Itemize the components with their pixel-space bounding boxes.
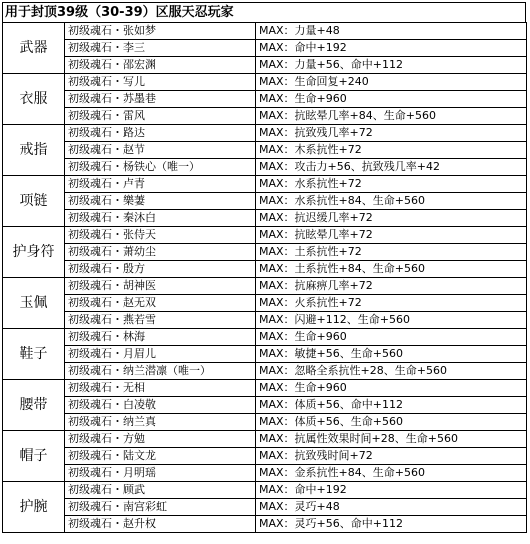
item-cell[interactable]: 初级魂石・赵节 bbox=[65, 142, 256, 159]
table-row bbox=[3, 516, 527, 533]
table-row bbox=[3, 482, 527, 499]
category-cell[interactable]: 戒指 bbox=[3, 125, 65, 176]
table-row bbox=[3, 244, 527, 261]
item-cell[interactable]: 初级魂石・月明瑶 bbox=[65, 465, 256, 482]
stat-cell[interactable]: MAX：生命回复+240 bbox=[256, 74, 527, 91]
table-row bbox=[3, 312, 527, 329]
item-cell[interactable]: 初级魂石・雷风 bbox=[65, 108, 256, 125]
item-cell[interactable]: 初级魂石・纳兰真 bbox=[65, 414, 256, 431]
category-cell[interactable]: 护腕 bbox=[3, 482, 65, 533]
item-cell[interactable]: 初级魂石・邵宏渊 bbox=[65, 57, 256, 74]
table-row bbox=[3, 448, 527, 465]
stat-cell[interactable]: MAX：抗麻痹几率+72 bbox=[256, 278, 527, 295]
stat-cell[interactable]: MAX：抗眩晕几率+84、生命+560 bbox=[256, 108, 527, 125]
table-row bbox=[3, 91, 527, 108]
stat-cell[interactable]: MAX：抗致残几率+72 bbox=[256, 125, 527, 142]
item-cell[interactable]: 初级魂石・南宫彩虹 bbox=[65, 499, 256, 516]
item-cell[interactable]: 初级魂石・苏墨巷 bbox=[65, 91, 256, 108]
stat-cell[interactable]: MAX：抗致残时间+72 bbox=[256, 448, 527, 465]
table-row bbox=[3, 176, 527, 193]
table-row bbox=[3, 125, 527, 142]
item-cell[interactable]: 初级魂石・写儿 bbox=[65, 74, 256, 91]
item-cell[interactable]: 初级魂石・林海 bbox=[65, 329, 256, 346]
table-row bbox=[3, 397, 527, 414]
stat-cell[interactable]: MAX：灵巧+48 bbox=[256, 499, 527, 516]
item-cell[interactable]: 初级魂石・胡神医 bbox=[65, 278, 256, 295]
stat-cell[interactable]: MAX：闪避+112、生命+560 bbox=[256, 312, 527, 329]
item-cell[interactable]: 初级魂石・纳兰潜凛（唯一） bbox=[65, 363, 256, 380]
item-cell[interactable]: 初级魂石・燕若雪 bbox=[65, 312, 256, 329]
item-cell[interactable]: 初级魂石・秦沐白 bbox=[65, 210, 256, 227]
item-cell[interactable]: 初级魂石・张如梦 bbox=[65, 23, 256, 40]
stat-cell[interactable]: MAX：抗属性效果时间+28、生命+560 bbox=[256, 431, 527, 448]
stat-cell[interactable]: MAX：水系抗性+72 bbox=[256, 176, 527, 193]
item-cell[interactable]: 初级魂石・白凌敬 bbox=[65, 397, 256, 414]
table-row bbox=[3, 261, 527, 278]
item-cell[interactable]: 初级魂石・月眉儿 bbox=[65, 346, 256, 363]
item-cell[interactable]: 初级魂石・方勉 bbox=[65, 431, 256, 448]
stat-cell[interactable]: MAX：命中+192 bbox=[256, 40, 527, 57]
stat-cell[interactable]: MAX：水系抗性+84、生命+560 bbox=[256, 193, 527, 210]
table-row bbox=[3, 193, 527, 210]
stat-cell[interactable]: MAX：敏捷+56、生命+560 bbox=[256, 346, 527, 363]
table-row bbox=[3, 431, 527, 448]
table-row bbox=[3, 159, 527, 176]
stat-cell[interactable]: MAX：火系抗性+72 bbox=[256, 295, 527, 312]
stat-cell[interactable]: MAX：抗眩晕几率+72 bbox=[256, 227, 527, 244]
stat-cell[interactable]: MAX：生命+960 bbox=[256, 91, 527, 108]
item-cell[interactable]: 初级魂石・樂萋 bbox=[65, 193, 256, 210]
stat-cell[interactable]: MAX：金系抗性+84、生命+560 bbox=[256, 465, 527, 482]
table-row bbox=[3, 142, 527, 159]
item-cell[interactable]: 初级魂石・杨铁心（唯一） bbox=[65, 159, 256, 176]
spreadsheet bbox=[2, 2, 526, 541]
category-cell[interactable]: 武器 bbox=[3, 23, 65, 74]
item-cell[interactable]: 初级魂石・陆文龙 bbox=[65, 448, 256, 465]
table-row bbox=[3, 210, 527, 227]
category-cell[interactable]: 项链 bbox=[3, 176, 65, 227]
table-row bbox=[3, 363, 527, 380]
item-cell[interactable]: 初级魂石・赵无双 bbox=[65, 295, 256, 312]
item-cell[interactable]: 初级魂石・张侍天 bbox=[65, 227, 256, 244]
stat-cell[interactable]: MAX：抗迟缓几率+72 bbox=[256, 210, 527, 227]
table-row bbox=[3, 23, 527, 40]
item-cell[interactable]: 初级魂石・无相 bbox=[65, 380, 256, 397]
table-row bbox=[3, 74, 527, 91]
table-body bbox=[3, 23, 527, 533]
stat-cell[interactable]: MAX：木系抗性+72 bbox=[256, 142, 527, 159]
soulstone-table bbox=[2, 22, 527, 533]
category-cell[interactable]: 帽子 bbox=[3, 431, 65, 482]
category-cell[interactable]: 腰带 bbox=[3, 380, 65, 431]
stat-cell[interactable]: MAX：体质+56、命中+112 bbox=[256, 397, 527, 414]
stat-cell[interactable]: MAX：力量+48 bbox=[256, 23, 527, 40]
stat-cell[interactable]: MAX：生命+960 bbox=[256, 380, 527, 397]
table-row bbox=[3, 108, 527, 125]
table-row bbox=[3, 380, 527, 397]
item-cell[interactable]: 初级魂石・殷方 bbox=[65, 261, 256, 278]
category-cell[interactable]: 护身符 bbox=[3, 227, 65, 278]
table-row bbox=[3, 295, 527, 312]
table-row bbox=[3, 414, 527, 431]
table-row bbox=[3, 346, 527, 363]
item-cell[interactable]: 初级魂石・李三 bbox=[65, 40, 256, 57]
table-row bbox=[3, 40, 527, 57]
item-cell[interactable]: 初级魂石・路达 bbox=[65, 125, 256, 142]
stat-cell[interactable]: MAX：体质+56、生命+560 bbox=[256, 414, 527, 431]
stat-cell[interactable]: MAX：灵巧+56、命中+112 bbox=[256, 516, 527, 533]
stat-cell[interactable]: MAX：命中+192 bbox=[256, 482, 527, 499]
table-row bbox=[3, 227, 527, 244]
table-row bbox=[3, 57, 527, 74]
stat-cell[interactable]: MAX：生命+960 bbox=[256, 329, 527, 346]
stat-cell[interactable]: MAX：土系抗性+84、生命+560 bbox=[256, 261, 527, 278]
category-cell[interactable]: 衣服 bbox=[3, 74, 65, 125]
table-row bbox=[3, 465, 527, 482]
stat-cell[interactable]: MAX：土系抗性+72 bbox=[256, 244, 527, 261]
sheet-title: 用于封顶39级（30-39）区服天忍玩家 bbox=[2, 2, 526, 22]
table-row bbox=[3, 329, 527, 346]
item-cell[interactable]: 初级魂石・赵升权 bbox=[65, 516, 256, 533]
stat-cell[interactable]: MAX：力量+56、命中+112 bbox=[256, 57, 527, 74]
item-cell[interactable]: 初级魂石・顾武 bbox=[65, 482, 256, 499]
stat-cell[interactable]: MAX：攻击力+56、抗致残几率+42 bbox=[256, 159, 527, 176]
item-cell[interactable]: 初级魂石・卢青 bbox=[65, 176, 256, 193]
category-cell[interactable]: 玉佩 bbox=[3, 278, 65, 329]
stat-cell[interactable]: MAX：忽略全系抗性+28、生命+560 bbox=[256, 363, 527, 380]
table-row bbox=[3, 499, 527, 516]
item-cell[interactable]: 初级魂石・萧幼尘 bbox=[65, 244, 256, 261]
table-row bbox=[3, 278, 527, 295]
category-cell[interactable]: 鞋子 bbox=[3, 329, 65, 380]
